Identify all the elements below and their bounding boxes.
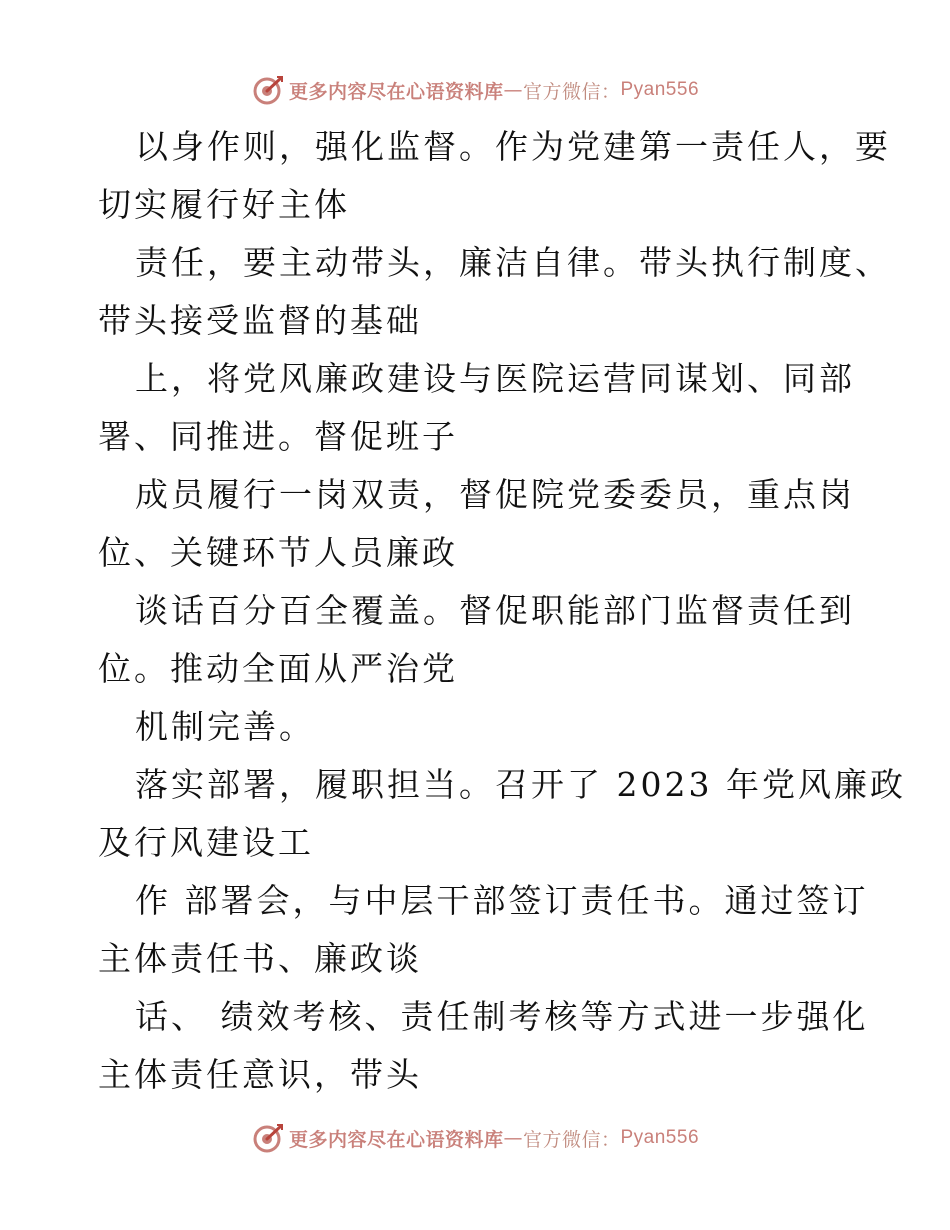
watermark-dash: —	[503, 79, 523, 101]
text-line: 位、关键环节人员廉政	[98, 533, 458, 572]
text-line: 及行风建设工	[98, 823, 314, 862]
text-line: 作 部署会，与中层干部签订责任书。通过签订	[135, 881, 869, 920]
text-line: 上，将党风廉政建设与医院运营同谋划、同部	[135, 359, 855, 398]
watermark-official-label: 官方微信：	[522, 1128, 621, 1151]
watermark-wechat-id: Pyan556	[620, 79, 700, 100]
text-line: 切实履行好主体	[98, 185, 350, 224]
text-line: 成员履行一岗双责，督促院党委委员，重点岗	[135, 475, 855, 514]
text-line: 主体责任意识，带头	[98, 1055, 422, 1094]
text-line: 位。推动全面从严治党	[98, 649, 458, 688]
text-line: 谈话百分百全覆盖。督促职能部门监督责任到	[135, 591, 855, 630]
footer-watermark	[0, 1118, 950, 1158]
text-line: 责任，要主动带头，廉洁自律。带头执行制度、	[135, 243, 891, 282]
brand-logo-icon	[251, 1122, 283, 1154]
watermark-brand-text: 更多内容尽在心语资料库	[288, 80, 504, 103]
watermark-official-label: 官方微信：	[522, 80, 621, 103]
watermark-brand-text: 更多内容尽在心语资料库	[288, 1128, 504, 1151]
text-line: 带头接受监督的基础	[98, 301, 422, 340]
text-line: 话、 绩效考核、责任制考核等方式进一步强化	[135, 997, 869, 1036]
text-line: 署、同推进。督促班子	[98, 417, 458, 456]
text-line: 机制完善。	[135, 707, 315, 746]
text-line: 以身作则，强化监督。作为党建第一责任人，要	[135, 127, 891, 166]
header-watermark	[0, 70, 950, 110]
text-line: 落实部署，履职担当。召开了 2023 年党风廉政	[135, 765, 906, 804]
text-line: 主体责任书、廉政谈	[98, 939, 422, 978]
watermark-dash: —	[503, 1127, 523, 1149]
brand-logo-icon	[251, 74, 283, 106]
document-body	[98, 118, 906, 1104]
watermark-wechat-id: Pyan556	[620, 1127, 700, 1148]
